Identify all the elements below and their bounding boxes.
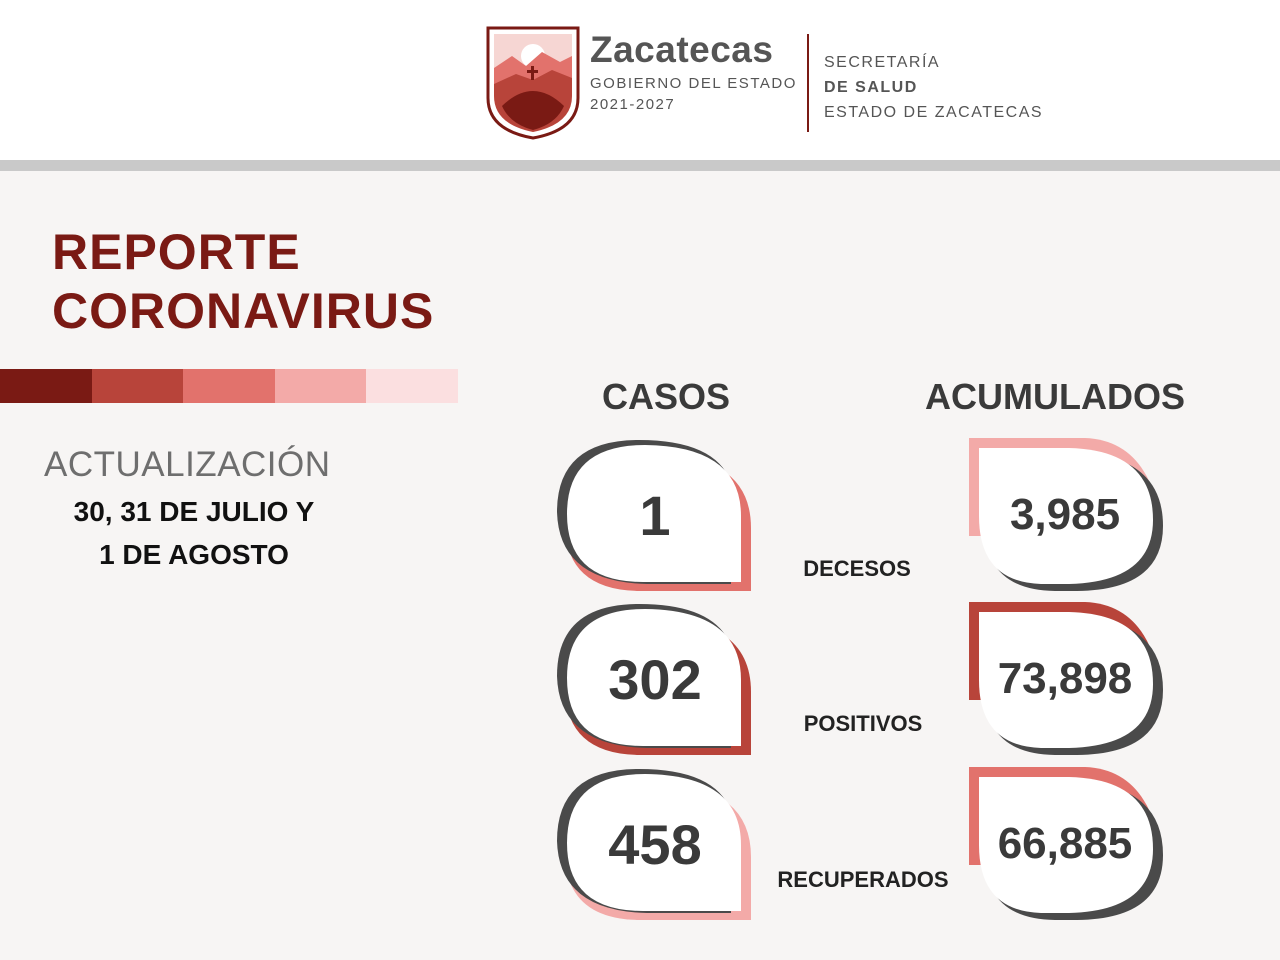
header	[0, 0, 1280, 160]
stripe-segment-3	[183, 369, 275, 403]
report-title	[52, 223, 434, 341]
update-date-line2: 1 DE AGOSTO	[99, 539, 289, 570]
update-date-line1: 30, 31 DE JULIO Y	[73, 496, 315, 527]
secretaria-line2: DE SALUD	[824, 79, 918, 96]
stripe-segment-4	[275, 369, 367, 403]
logo-wordmark	[590, 30, 797, 116]
positivos-label: POSITIVOS	[803, 711, 923, 736]
positivos-acumulados-bubble	[965, 600, 1165, 758]
secretaria-block	[824, 50, 1043, 125]
stripe-segment-2	[92, 369, 184, 403]
casos-header: CASOS	[602, 376, 731, 417]
recuperados-casos-value: 458	[608, 812, 702, 876]
update-label: ACTUALIZACIÓN	[44, 445, 331, 484]
stripe-segment-1	[0, 369, 92, 403]
positivos-casos-value: 302	[608, 647, 702, 711]
positivos-acumulados-value: 73,898	[997, 654, 1133, 703]
secretaria-line1: SECRETARÍA	[824, 54, 941, 71]
recuperados-acumulados-value: 66,885	[997, 819, 1133, 868]
decesos-acumulados-value: 3,985	[1009, 490, 1121, 539]
logo-name: Zacatecas	[590, 29, 774, 70]
decesos-casos-bubble	[555, 436, 755, 594]
decesos-casos-value: 1	[639, 483, 671, 547]
header-divider	[0, 160, 1280, 171]
update-date	[44, 490, 344, 576]
positivos-casos-bubble	[555, 600, 755, 758]
acumulados-header: ACUMULADOS	[925, 376, 1185, 417]
report-title-line2: CORONAVIRUS	[52, 283, 435, 339]
logo-years: 2021-2027	[590, 96, 676, 113]
logo-divider	[807, 34, 809, 132]
decesos-label: DECESOS	[803, 556, 911, 581]
report-title-line1: REPORTE	[52, 224, 301, 280]
recuperados-casos-bubble	[555, 765, 755, 923]
secretaria-line3: ESTADO DE ZACATECAS	[824, 104, 1044, 121]
recuperados-acumulados-bubble	[965, 765, 1165, 923]
stripe-segment-5	[366, 369, 458, 403]
recuperados-label: RECUPERADOS	[777, 867, 949, 892]
logo-subtitle: GOBIERNO DEL ESTADO	[590, 75, 797, 92]
decesos-acumulados-bubble	[965, 436, 1165, 594]
state-shield-logo	[486, 26, 580, 140]
color-stripe	[0, 369, 458, 403]
